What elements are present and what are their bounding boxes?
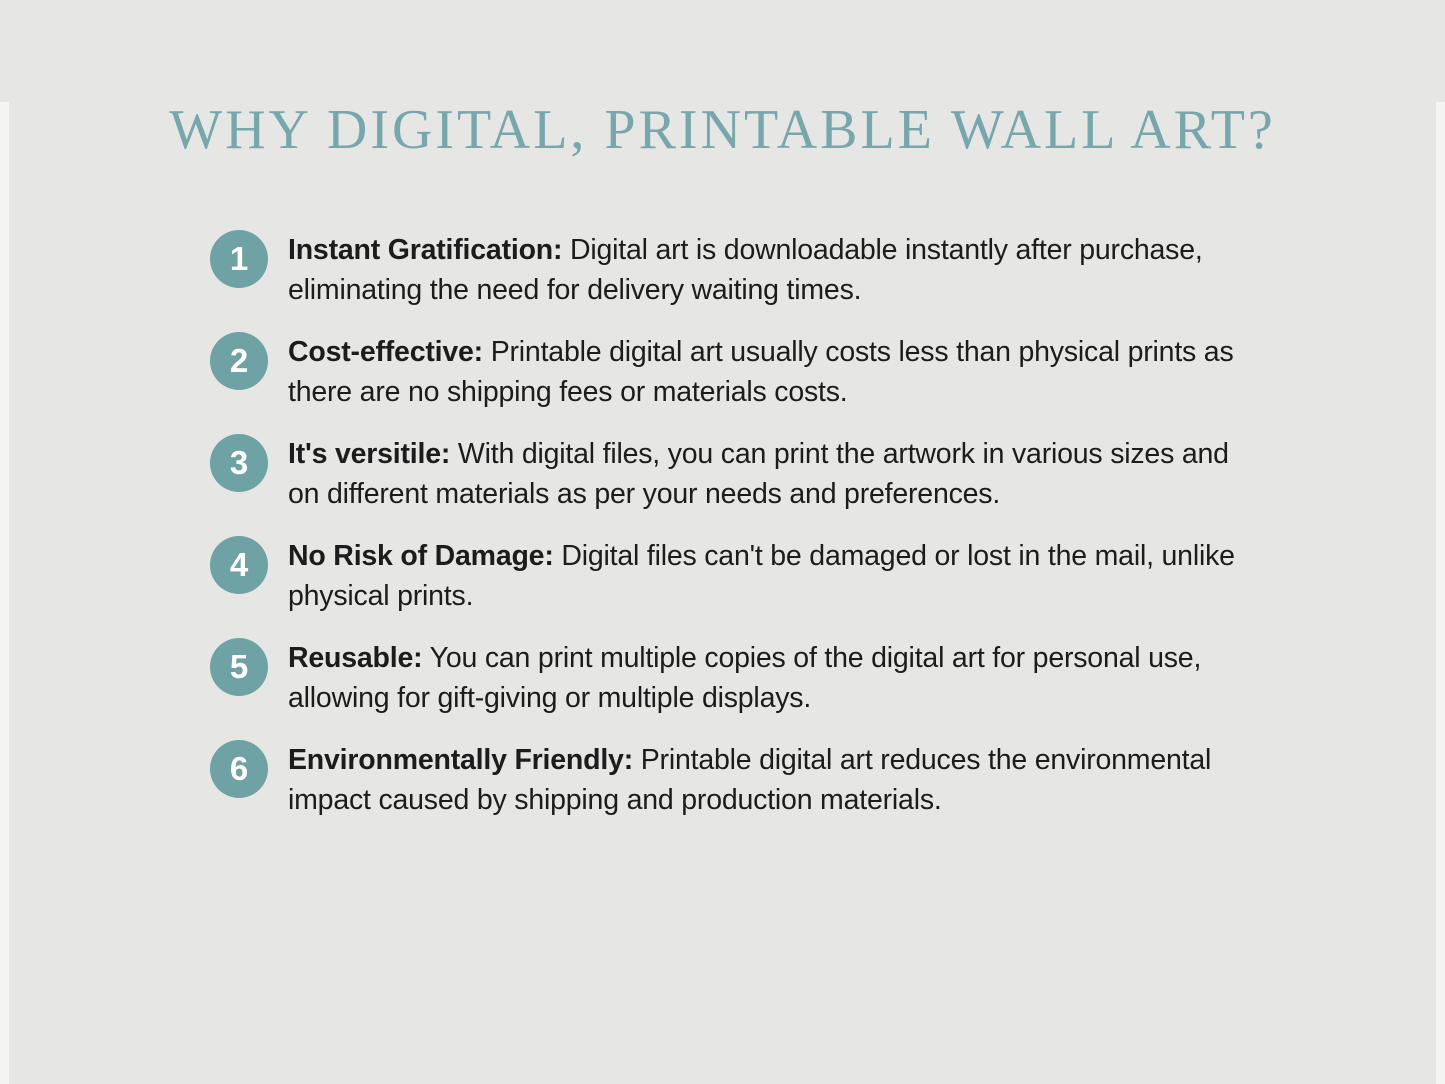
list-item bbox=[210, 434, 1255, 514]
benefit-lead: Reusable: bbox=[288, 642, 423, 674]
benefit-lead: Cost-effective: bbox=[288, 336, 483, 368]
benefit-text bbox=[288, 332, 1248, 412]
list-item bbox=[210, 230, 1255, 310]
number-badge: 5 bbox=[210, 638, 268, 696]
number-badge: 6 bbox=[210, 740, 268, 798]
number-badge: 2 bbox=[210, 332, 268, 390]
benefit-description: Printable digital art usually costs less than physical prints as there are no shipping fees or materials costs. bbox=[288, 336, 1234, 408]
benefit-list bbox=[210, 230, 1255, 820]
benefit-lead: Instant Gratification: bbox=[288, 234, 563, 266]
benefit-description: With digital files, you can print the artwork in various sizes and on different materials as per your needs and preferences. bbox=[288, 438, 1229, 510]
benefit-description: Digital files can't be damaged or lost in the mail, unlike physical prints. bbox=[288, 540, 1235, 612]
list-item bbox=[210, 332, 1255, 412]
benefit-description: Printable digital art reduces the environmental impact caused by shipping and production materials. bbox=[288, 744, 1212, 816]
page-edge-left bbox=[0, 102, 9, 1084]
benefit-text bbox=[288, 740, 1248, 820]
list-item bbox=[210, 536, 1255, 616]
benefit-text bbox=[288, 230, 1248, 310]
benefit-lead: Environmentally Friendly: bbox=[288, 744, 633, 776]
page-title: WHY DIGITAL, PRINTABLE WALL ART? bbox=[169, 99, 1276, 161]
benefit-text bbox=[288, 638, 1248, 718]
benefit-description: You can print multiple copies of the digital art for personal use, allowing for gift-giving or multiple displays. bbox=[288, 642, 1202, 714]
page-edge-right bbox=[1436, 102, 1445, 1084]
number-badge: 4 bbox=[210, 536, 268, 594]
benefit-text bbox=[288, 536, 1248, 616]
list-item bbox=[210, 638, 1255, 718]
number-badge: 1 bbox=[210, 230, 268, 288]
benefit-lead: It's versitile: bbox=[288, 438, 451, 470]
list-item bbox=[210, 740, 1255, 820]
benefit-description: Digital art is downloadable instantly after purchase, eliminating the need for delivery waiting times. bbox=[288, 234, 1203, 306]
benefit-text bbox=[288, 434, 1248, 514]
benefit-lead: No Risk of Damage: bbox=[288, 540, 554, 572]
number-badge: 3 bbox=[210, 434, 268, 492]
